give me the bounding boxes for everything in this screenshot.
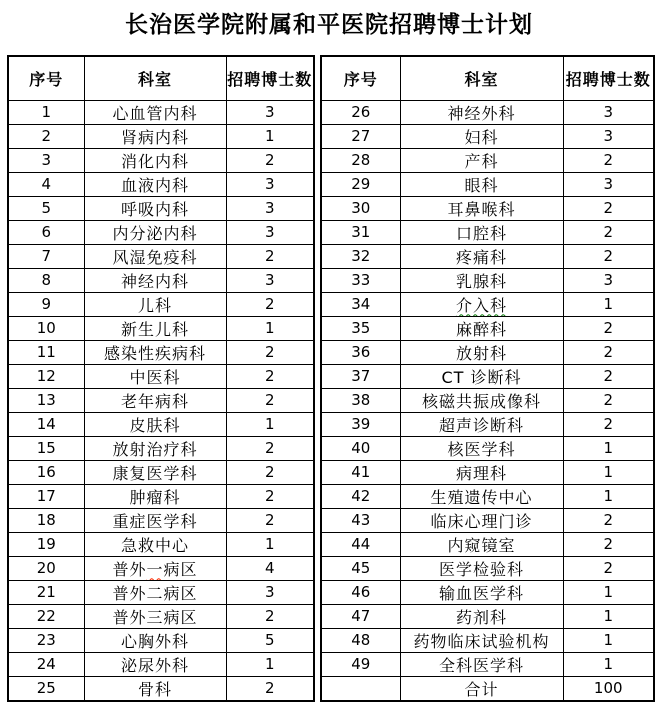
table-row — [321, 628, 654, 652]
table-row — [321, 388, 654, 412]
cell-count: 2 — [563, 388, 654, 412]
cell-count: 2 — [226, 436, 314, 460]
cell-index: 2 — [8, 124, 84, 148]
header-index: 序号 — [321, 56, 400, 100]
table-row — [321, 268, 654, 292]
header-row — [8, 56, 314, 100]
table-row — [8, 460, 314, 484]
cell-department: 康复医学科 — [84, 460, 226, 484]
cell-count: 2 — [563, 196, 654, 220]
cell-count: 2 — [563, 508, 654, 532]
table-row — [8, 196, 314, 220]
cell-department: 血液内科 — [84, 172, 226, 196]
cell-department: 输血医学科 — [400, 580, 563, 604]
table-row — [321, 556, 654, 580]
cell-count: 2 — [226, 148, 314, 172]
cell-department: 皮肤科 — [84, 412, 226, 436]
cell-department: 医学检验科 — [400, 556, 563, 580]
table-row — [8, 364, 314, 388]
cell-department: 老年病科 — [84, 388, 226, 412]
cell-index: 20 — [8, 556, 84, 580]
cell-index: 35 — [321, 316, 400, 340]
cell-index: 18 — [8, 508, 84, 532]
cell-index: 22 — [8, 604, 84, 628]
cell-department: CT 诊断科 — [400, 364, 563, 388]
spellcheck-underline: 介入科 — [455, 295, 507, 315]
cell-index: 28 — [321, 148, 400, 172]
table-row — [8, 388, 314, 412]
cell-index: 5 — [8, 196, 84, 220]
cell-count: 3 — [226, 268, 314, 292]
cell-index: 32 — [321, 244, 400, 268]
cell-count: 2 — [563, 316, 654, 340]
table-row — [8, 268, 314, 292]
cell-index: 43 — [321, 508, 400, 532]
cell-index: 4 — [8, 172, 84, 196]
cell-department: 神经内科 — [84, 268, 226, 292]
cell-department: 超声诊断科 — [400, 412, 563, 436]
cell-count: 3 — [563, 124, 654, 148]
cell-index: 19 — [8, 532, 84, 556]
cell-department: 全科医学科 — [400, 652, 563, 676]
table-row — [321, 172, 654, 196]
document-page — [0, 10, 658, 704]
cell-count: 2 — [226, 340, 314, 364]
cell-department: 放射科 — [400, 340, 563, 364]
cell-count: 1 — [563, 292, 654, 316]
cell-index: 36 — [321, 340, 400, 364]
table-row — [321, 436, 654, 460]
cell-count: 1 — [226, 412, 314, 436]
cell-count: 2 — [226, 292, 314, 316]
cell-count: 1 — [563, 580, 654, 604]
cell-department: 呼吸内科 — [84, 196, 226, 220]
cell-department: 放射治疗科 — [84, 436, 226, 460]
cell-department: 药剂科 — [400, 604, 563, 628]
cell-index: 42 — [321, 484, 400, 508]
cell-count: 3 — [563, 172, 654, 196]
table-row — [8, 316, 314, 340]
header-index: 序号 — [8, 56, 84, 100]
tables-container — [7, 55, 651, 702]
cell-index: 11 — [8, 340, 84, 364]
cell-count: 1 — [226, 532, 314, 556]
cell-count: 2 — [226, 604, 314, 628]
cell-count: 4 — [226, 556, 314, 580]
page-title: 长治医学院附属和平医院招聘博士计划 — [125, 12, 533, 38]
cell-department: 妇科 — [400, 124, 563, 148]
table-row — [321, 532, 654, 556]
table-row — [321, 196, 654, 220]
right-table-body — [321, 100, 654, 701]
cell-department: 中医科 — [84, 364, 226, 388]
cell-department: 骨科 — [84, 676, 226, 701]
table-row — [8, 652, 314, 676]
cell-department: 产科 — [400, 148, 563, 172]
cell-department: 新生儿科 — [84, 316, 226, 340]
cell-index: 38 — [321, 388, 400, 412]
cell-index: 3 — [8, 148, 84, 172]
cell-count: 2 — [563, 556, 654, 580]
cell-department: 肾病内科 — [84, 124, 226, 148]
table-row — [321, 100, 654, 124]
table-row — [321, 220, 654, 244]
cell-department: 核磁共振成像科 — [400, 388, 563, 412]
table-row — [8, 292, 314, 316]
cell-index: 23 — [8, 628, 84, 652]
cell-department: 核医学科 — [400, 436, 563, 460]
cell-index: 31 — [321, 220, 400, 244]
header-row — [321, 56, 654, 100]
table-row — [321, 364, 654, 388]
cell-department: 内窥镜室 — [400, 532, 563, 556]
cell-count: 2 — [226, 244, 314, 268]
cell-department: 麻醉科 — [400, 316, 563, 340]
cell-count: 2 — [563, 412, 654, 436]
cell-count: 1 — [563, 628, 654, 652]
cell-index: 44 — [321, 532, 400, 556]
table-row — [8, 172, 314, 196]
cell-count: 3 — [226, 220, 314, 244]
cell-department: 眼科 — [400, 172, 563, 196]
table-row — [8, 484, 314, 508]
cell-count: 1 — [563, 484, 654, 508]
header-count: 招聘博士数 — [226, 56, 314, 100]
cell-department: 临床心理门诊 — [400, 508, 563, 532]
cell-count: 1 — [563, 436, 654, 460]
cell-index: 45 — [321, 556, 400, 580]
table-row — [8, 580, 314, 604]
cell-department: 病理科 — [400, 460, 563, 484]
table-row — [321, 292, 654, 316]
table-row — [321, 124, 654, 148]
cell-department: 普外一病区 — [84, 556, 226, 580]
cell-count: 1 — [563, 652, 654, 676]
cell-count: 2 — [563, 148, 654, 172]
cell-index: 17 — [8, 484, 84, 508]
cell-department: 感染性疾病科 — [84, 340, 226, 364]
cell-index: 9 — [8, 292, 84, 316]
cell-department: 内分泌内科 — [84, 220, 226, 244]
table-row — [321, 652, 654, 676]
table-row — [8, 220, 314, 244]
cell-count: 100 — [563, 676, 654, 701]
table-row — [8, 148, 314, 172]
table-row — [321, 460, 654, 484]
cell-index: 37 — [321, 364, 400, 388]
cell-count: 2 — [226, 364, 314, 388]
cell-index: 6 — [8, 220, 84, 244]
left-table-body — [8, 100, 314, 701]
cell-department: 肿瘤科 — [84, 484, 226, 508]
cell-department: 重症医学科 — [84, 508, 226, 532]
table-row — [8, 244, 314, 268]
cell-index: 16 — [8, 460, 84, 484]
cell-count: 2 — [226, 676, 314, 701]
cell-count: 2 — [563, 532, 654, 556]
table-row — [8, 628, 314, 652]
cell-department: 药物临床试验机构 — [400, 628, 563, 652]
cell-department: 急救中心 — [84, 532, 226, 556]
cell-index: 1 — [8, 100, 84, 124]
cell-department: 普外三病区 — [84, 604, 226, 628]
spellcheck-underline: 一 — [146, 559, 164, 579]
cell-index: 40 — [321, 436, 400, 460]
cell-department: 合计 — [400, 676, 563, 701]
cell-count: 3 — [563, 100, 654, 124]
cell-count: 1 — [226, 652, 314, 676]
recruitment-table-right — [320, 55, 655, 702]
cell-index: 27 — [321, 124, 400, 148]
cell-index: 47 — [321, 604, 400, 628]
cell-department: 普外二病区 — [84, 580, 226, 604]
table-row — [321, 340, 654, 364]
cell-index: 29 — [321, 172, 400, 196]
cell-department: 神经外科 — [400, 100, 563, 124]
cell-index: 24 — [8, 652, 84, 676]
cell-department: 乳腺科 — [400, 268, 563, 292]
header-department: 科室 — [84, 56, 226, 100]
cell-index: 34 — [321, 292, 400, 316]
cell-count: 3 — [226, 196, 314, 220]
cell-index: 13 — [8, 388, 84, 412]
table-row — [8, 124, 314, 148]
cell-index: 49 — [321, 652, 400, 676]
cell-count: 1 — [563, 604, 654, 628]
cell-count: 2 — [226, 508, 314, 532]
table-row — [321, 148, 654, 172]
table-row — [321, 316, 654, 340]
cell-index: 14 — [8, 412, 84, 436]
table-row — [8, 532, 314, 556]
cell-department — [400, 292, 563, 316]
cell-index: 46 — [321, 580, 400, 604]
cell-index: 48 — [321, 628, 400, 652]
cell-department: 风湿免疫科 — [84, 244, 226, 268]
cell-department: 疼痛科 — [400, 244, 563, 268]
cell-count: 3 — [226, 100, 314, 124]
table-row — [321, 508, 654, 532]
cell-count: 3 — [563, 268, 654, 292]
cell-department: 心血管内科 — [84, 100, 226, 124]
cell-count: 3 — [226, 172, 314, 196]
table-row — [321, 244, 654, 268]
total-row — [321, 676, 654, 701]
cell-index: 7 — [8, 244, 84, 268]
cell-count: 2 — [563, 220, 654, 244]
table-row — [8, 340, 314, 364]
cell-count: 2 — [563, 244, 654, 268]
cell-count: 1 — [226, 316, 314, 340]
cell-index: 21 — [8, 580, 84, 604]
header-count: 招聘博士数 — [563, 56, 654, 100]
cell-index — [321, 676, 400, 701]
table-row — [321, 484, 654, 508]
table-row — [8, 436, 314, 460]
table-row — [8, 604, 314, 628]
cell-count: 2 — [226, 484, 314, 508]
header-department: 科室 — [400, 56, 563, 100]
cell-index: 25 — [8, 676, 84, 701]
table-row — [321, 604, 654, 628]
cell-count: 2 — [226, 460, 314, 484]
cell-index: 8 — [8, 268, 84, 292]
table-row — [8, 100, 314, 124]
cell-index: 30 — [321, 196, 400, 220]
cell-index: 15 — [8, 436, 84, 460]
cell-department: 消化内科 — [84, 148, 226, 172]
table-row — [321, 580, 654, 604]
cell-count: 2 — [563, 340, 654, 364]
cell-count: 5 — [226, 628, 314, 652]
cell-department: 耳鼻喉科 — [400, 196, 563, 220]
cell-department: 泌尿外科 — [84, 652, 226, 676]
cell-department: 心胸外科 — [84, 628, 226, 652]
cell-index: 33 — [321, 268, 400, 292]
table-row — [8, 676, 314, 701]
cell-count: 2 — [226, 388, 314, 412]
recruitment-table-left — [7, 55, 315, 702]
table-row — [321, 412, 654, 436]
cell-department: 口腔科 — [400, 220, 563, 244]
cell-count: 3 — [226, 580, 314, 604]
cell-index: 41 — [321, 460, 400, 484]
cell-index: 12 — [8, 364, 84, 388]
cell-count: 1 — [226, 124, 314, 148]
cell-index: 39 — [321, 412, 400, 436]
table-row — [8, 508, 314, 532]
cell-index: 10 — [8, 316, 84, 340]
cell-department: 儿科 — [84, 292, 226, 316]
table-row — [8, 412, 314, 436]
cell-index: 26 — [321, 100, 400, 124]
cell-count: 2 — [563, 364, 654, 388]
table-row — [8, 556, 314, 580]
cell-department: 生殖遗传中心 — [400, 484, 563, 508]
cell-count: 1 — [563, 460, 654, 484]
